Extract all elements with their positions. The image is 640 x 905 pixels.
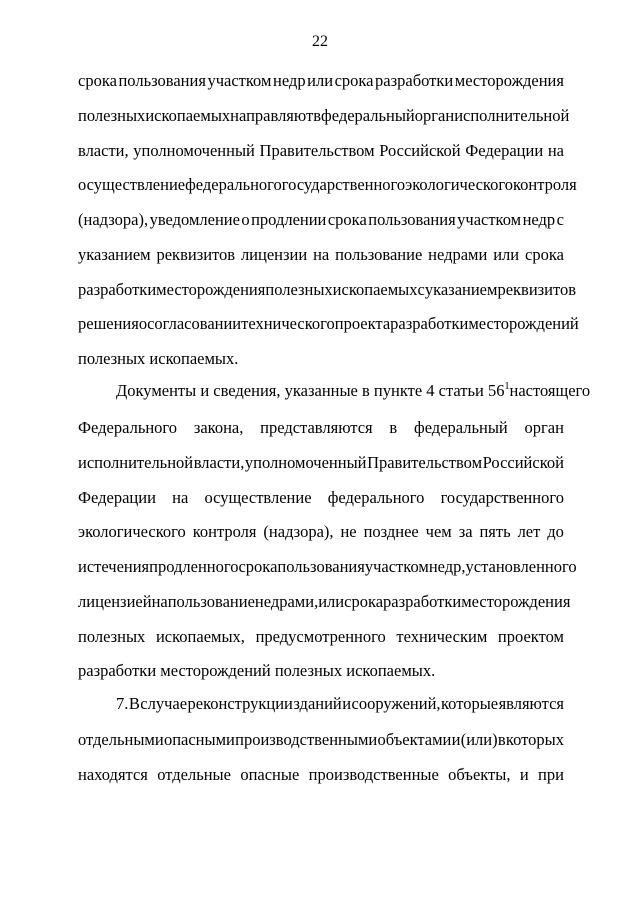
paragraph-first-line xyxy=(116,380,591,401)
word: и xyxy=(342,694,352,713)
word: участком xyxy=(364,557,429,576)
word: о xyxy=(138,314,148,333)
word: пять xyxy=(479,522,511,541)
word: являются xyxy=(498,694,564,713)
text-line xyxy=(78,314,579,334)
word: с xyxy=(556,210,564,229)
word: пользование xyxy=(167,592,255,611)
word: технического xyxy=(241,314,335,333)
word: истечения xyxy=(78,557,150,576)
word: федерального xyxy=(185,175,282,194)
word: согласовании xyxy=(147,314,242,333)
text-segment xyxy=(116,381,510,401)
word: разработки xyxy=(390,314,469,333)
word: не xyxy=(340,522,357,541)
word: участком xyxy=(207,71,272,90)
text-line: разработки месторождений полезных ископаемых. xyxy=(78,661,436,680)
word: отдельными xyxy=(78,730,164,749)
text-line xyxy=(78,245,564,265)
word: ископаемых, xyxy=(155,627,245,646)
word: при xyxy=(538,765,564,784)
word: опасные xyxy=(240,765,300,784)
text-line xyxy=(78,71,564,91)
word: о xyxy=(241,210,250,229)
word: разработки xyxy=(383,592,462,611)
word: пользования xyxy=(368,210,456,229)
word: орган xyxy=(414,106,455,125)
word: лицензии xyxy=(240,245,308,264)
word: проектом xyxy=(497,627,564,646)
word: на xyxy=(172,488,189,507)
word: месторождения xyxy=(461,592,571,611)
word: которых xyxy=(505,730,564,749)
text-line xyxy=(78,730,564,750)
word: на xyxy=(313,245,330,264)
text-line xyxy=(78,418,564,438)
word: установленного xyxy=(465,557,577,576)
text-segment: настоящего xyxy=(509,381,591,400)
word: (или) xyxy=(460,730,498,749)
text-line xyxy=(116,694,564,714)
word: или xyxy=(307,71,334,90)
text-run: Документы и сведения, указанные в пункте 4 статьи 56 xyxy=(116,381,505,400)
word: (надзора), xyxy=(263,522,334,541)
text-line xyxy=(78,453,564,473)
word: чем xyxy=(425,522,452,541)
page-number: 22 xyxy=(312,33,328,50)
word: участком xyxy=(457,210,522,229)
word: закона, xyxy=(193,418,244,437)
word: проекта xyxy=(334,314,391,333)
word: до xyxy=(547,522,564,541)
word: срока xyxy=(344,592,384,611)
word: недрами xyxy=(428,245,488,264)
word: сооружений, xyxy=(351,694,441,713)
word: федеральный xyxy=(414,418,508,437)
word: экологического xyxy=(78,522,186,541)
word: решения xyxy=(78,314,139,333)
word: или xyxy=(318,592,345,611)
word: срока xyxy=(78,71,117,90)
word: предусмотренного xyxy=(255,627,386,646)
word: пользование xyxy=(335,245,423,264)
word: опасными xyxy=(163,730,235,749)
word: месторождения xyxy=(454,71,564,90)
word: или xyxy=(493,245,520,264)
word: Российской xyxy=(379,141,461,160)
word: исполнительной xyxy=(454,106,570,125)
word: контроля xyxy=(192,522,257,541)
text-line xyxy=(78,175,577,195)
text-line xyxy=(78,592,571,612)
word: объекты, xyxy=(448,765,511,784)
word: реконструкции xyxy=(187,694,293,713)
word: и xyxy=(451,730,461,749)
word: разработки xyxy=(78,280,157,299)
word: производственные xyxy=(308,765,439,784)
word: представляются xyxy=(260,418,373,437)
word: В xyxy=(128,694,140,713)
word: на xyxy=(151,592,168,611)
word: 7. xyxy=(116,694,129,713)
word: срока xyxy=(525,245,564,264)
word: государственного xyxy=(440,488,564,507)
word: объектами xyxy=(377,730,452,749)
word: власти, xyxy=(193,453,245,472)
word: которые xyxy=(440,694,499,713)
text-line: полезных ископаемых. xyxy=(78,349,239,368)
word: Правительством xyxy=(367,453,483,472)
text-line xyxy=(78,765,564,785)
text-line xyxy=(78,522,564,542)
word: и xyxy=(519,765,529,784)
word: осуществление xyxy=(78,175,186,194)
word: реквизитов xyxy=(156,245,236,264)
word: недрами, xyxy=(254,592,319,611)
word: полезных xyxy=(78,627,146,646)
text-line xyxy=(78,627,564,647)
text-line xyxy=(78,488,564,508)
word: продленного xyxy=(149,557,239,576)
word: недр xyxy=(522,210,556,229)
word: в xyxy=(497,730,506,749)
word: продлении xyxy=(251,210,327,229)
word: Российской xyxy=(482,453,564,472)
word: уполномоченный xyxy=(244,453,367,472)
word: с xyxy=(417,280,425,299)
word: федеральный xyxy=(321,106,415,125)
footnote-superscript: 1 xyxy=(504,380,510,392)
text-line xyxy=(78,557,577,577)
word: техническим xyxy=(396,627,488,646)
word: недр, xyxy=(428,557,466,576)
word: пользования xyxy=(118,71,206,90)
word: полезных xyxy=(78,106,146,125)
word: ископаемых xyxy=(332,280,418,299)
word: производственными xyxy=(235,730,378,749)
word: контроля xyxy=(512,175,577,194)
word: указанием xyxy=(424,280,498,299)
word: ископаемых xyxy=(145,106,231,125)
word: месторождения xyxy=(156,280,266,299)
word: в xyxy=(389,418,398,437)
word: лет xyxy=(517,522,541,541)
word: уведомление xyxy=(149,210,240,229)
word: пользования xyxy=(277,557,365,576)
word: исполнительной xyxy=(78,453,194,472)
word: федерального xyxy=(327,488,425,507)
word: направляют xyxy=(230,106,314,125)
word: экологического xyxy=(405,175,513,194)
word: лицензией xyxy=(78,592,152,611)
word: (надзора), xyxy=(78,210,149,229)
word: Федерации xyxy=(465,141,544,160)
word: Федерального xyxy=(78,418,178,437)
word: отдельные xyxy=(157,765,231,784)
word: осуществление xyxy=(204,488,312,507)
text-line xyxy=(78,280,577,300)
word: недр xyxy=(272,71,306,90)
word: на xyxy=(547,141,564,160)
word: Правительством xyxy=(259,141,375,160)
word: срока xyxy=(238,557,278,576)
word: зданий xyxy=(293,694,342,713)
word: позднее xyxy=(363,522,419,541)
word: случае xyxy=(140,694,188,713)
word: месторождений xyxy=(468,314,579,333)
word: разработки xyxy=(375,71,454,90)
word: находятся xyxy=(78,765,148,784)
word: срока xyxy=(334,71,374,90)
text-line xyxy=(78,210,564,230)
word: в xyxy=(313,106,322,125)
word: Федерации xyxy=(78,488,156,507)
word: уполномоченный xyxy=(133,141,255,160)
word: реквизитов xyxy=(497,280,577,299)
text-line xyxy=(78,106,570,126)
word: орган xyxy=(524,418,564,437)
word: указанием xyxy=(78,245,151,264)
text-line xyxy=(78,141,564,161)
word: государственного xyxy=(281,175,406,194)
word: полезных xyxy=(265,280,333,299)
word: за xyxy=(458,522,473,541)
word: срока xyxy=(327,210,367,229)
word: власти, xyxy=(78,141,129,160)
